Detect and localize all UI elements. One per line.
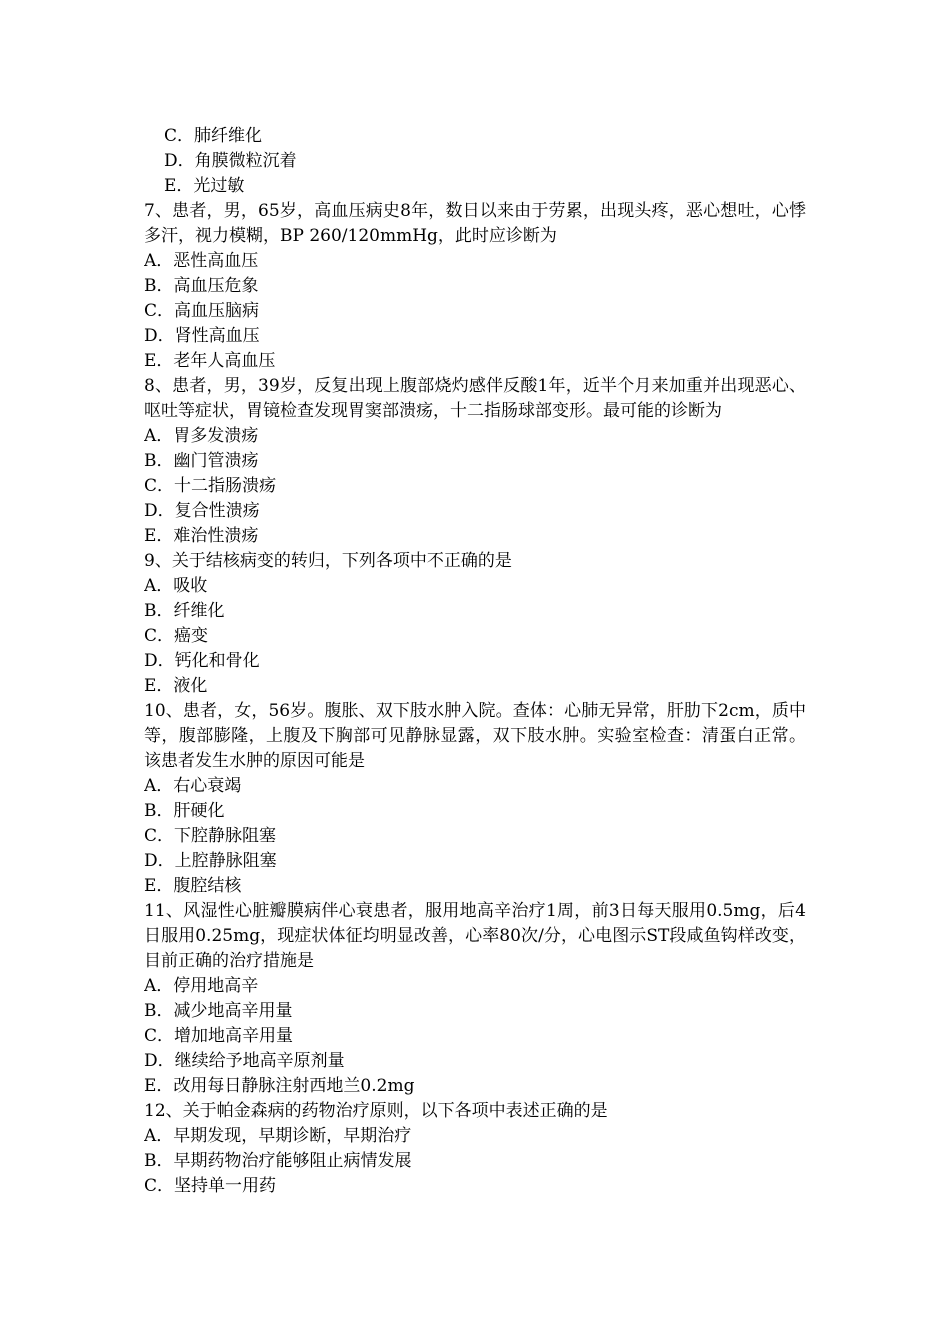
question-stem: 12、关于帕金森病的药物治疗原则，以下各项中表述正确的是 bbox=[144, 1101, 608, 1121]
option-a: A．右心衰竭 bbox=[144, 776, 242, 796]
question-12 bbox=[144, 1099, 806, 1199]
option-b: B．早期药物治疗能够阻止病情发展 bbox=[144, 1151, 412, 1171]
option-c: C．坚持单一用药 bbox=[144, 1176, 277, 1196]
option-b: B．幽门管溃疡 bbox=[144, 451, 259, 471]
option-a: A．胃多发溃疡 bbox=[144, 426, 259, 446]
question-stem: 10、患者，女，56岁。腹胀、双下肢水肿入院。查体：心肺无异常，肝肋下2cm，质中等，腹部膨隆，上腹及下胸部可见静脉显露，双下肢水肿。实验室检查：清蛋白正常。该患者发生水肿的原因可能是 bbox=[144, 701, 806, 771]
option-e: E．难治性溃疡 bbox=[144, 526, 259, 546]
question-10 bbox=[144, 699, 806, 899]
option-e: E．腹腔结核 bbox=[144, 876, 242, 896]
option-c: C．下腔静脉阻塞 bbox=[144, 826, 277, 846]
option-c: C．高血压脑病 bbox=[144, 301, 260, 321]
option-c: C．癌变 bbox=[144, 626, 209, 646]
option-e: E．液化 bbox=[144, 676, 208, 696]
option-c: C．增加地高辛用量 bbox=[144, 1026, 294, 1046]
option-d: D．上腔静脉阻塞 bbox=[144, 851, 277, 871]
question-stem: 9、关于结核病变的转归，下列各项中不正确的是 bbox=[144, 551, 512, 571]
option-b: B．高血压危象 bbox=[144, 276, 259, 296]
question-8 bbox=[144, 374, 806, 549]
option-e: E．改用每日静脉注射西地兰0.2mg bbox=[144, 1076, 415, 1096]
option-e: E．老年人高血压 bbox=[144, 351, 276, 371]
option-a: A．吸收 bbox=[144, 576, 208, 596]
option-d: D．钙化和骨化 bbox=[144, 651, 260, 671]
option-c: C．十二指肠溃疡 bbox=[144, 476, 277, 496]
document-page bbox=[144, 124, 806, 1199]
option-b: B．肝硬化 bbox=[144, 801, 225, 821]
question-stem: 7、患者，男，65岁，高血压病史8年，数日以来由于劳累，出现头疼，恶心想吐，心悸多汗，视力模糊，BP 260/120mmHg，此时应诊断为 bbox=[144, 201, 806, 246]
question-11 bbox=[144, 899, 806, 1099]
option-b: B．纤维化 bbox=[144, 601, 225, 621]
option-b: B．减少地高辛用量 bbox=[144, 1001, 293, 1021]
option-a: A．恶性高血压 bbox=[144, 251, 259, 271]
question-7 bbox=[144, 199, 806, 374]
option-d: D．复合性溃疡 bbox=[144, 501, 260, 521]
option-a: A．早期发现，早期诊断，早期治疗 bbox=[144, 1126, 412, 1146]
question-stem: 8、患者，男，39岁，反复出现上腹部烧灼感伴反酸1年，近半个月来加重并出现恶心、呕吐等症状，胃镜检查发现胃窦部溃疡，十二指肠球部变形。最可能的诊断为 bbox=[144, 376, 806, 421]
option-d: D．继续给予地高辛原剂量 bbox=[144, 1051, 345, 1071]
question-stem: 11、风湿性心脏瓣膜病伴心衰患者，服用地高辛治疗1周，前3日每天服用0.5mg，后4日服用0.25mg，现症状体征均明显改善，心率80次/分，心电图示ST段咸鱼钩样改变，目前正确的治疗措施是 bbox=[144, 901, 806, 971]
option-e: E．光过敏 bbox=[164, 176, 245, 196]
option-c: C．肺纤维化 bbox=[164, 126, 263, 146]
question-9 bbox=[144, 549, 806, 699]
option-d: D．肾性高血压 bbox=[144, 326, 260, 346]
option-a: A．停用地高辛 bbox=[144, 976, 259, 996]
option-d: D．角膜微粒沉着 bbox=[164, 151, 297, 171]
